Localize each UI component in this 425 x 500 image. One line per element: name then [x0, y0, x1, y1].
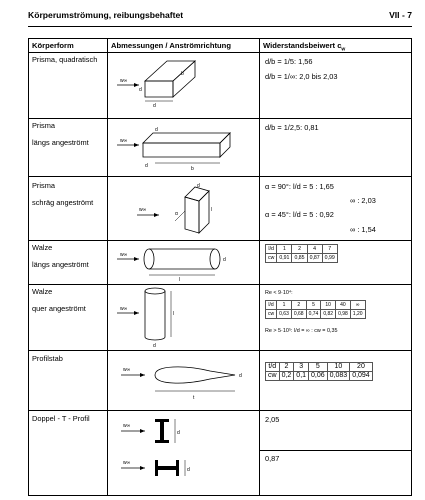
column-header-shape: Körperform: [32, 41, 74, 50]
row-name-profilstab: Profilstab: [32, 354, 63, 363]
column-divider: [107, 39, 108, 495]
row-name-prisma-schraeg: Prisma schräg angeströmt: [32, 181, 94, 207]
page-header: [28, 10, 412, 23]
td-table-profilstab: t/d 2 3 5 10 20 cw 0,2 0,1 0,06 0,083 0,094: [265, 362, 373, 381]
value: d/b = 1/2,5: 0,81: [265, 123, 319, 132]
svg-text:d: d: [177, 430, 180, 436]
row-name-walze-laengs: Walze längs angeströmt: [32, 243, 89, 269]
value: d/b = 1/∞: 2,0 bis 2,03: [265, 72, 338, 81]
svg-text:w∞: w∞: [120, 306, 128, 312]
svg-text:w∞: w∞: [123, 423, 131, 429]
prism-oblique-figure: [115, 181, 225, 239]
row-divider: [259, 450, 411, 451]
svg-text:w∞: w∞: [120, 78, 128, 84]
svg-text:d: d: [153, 103, 156, 109]
i-beam-horizontal-figure: [115, 454, 215, 484]
svg-text:d: d: [239, 373, 242, 379]
svg-text:d: d: [139, 87, 142, 93]
header-rule: [28, 26, 412, 27]
svg-text:w∞: w∞: [139, 207, 147, 213]
value: 2,05: [265, 415, 280, 424]
value: ∞ : 2,03: [350, 196, 376, 205]
column-header-dimensions: Abmessungen / Anströmrichtung: [111, 41, 231, 50]
svg-text:d: d: [153, 343, 156, 349]
prism-lengthwise-figure: [115, 123, 245, 175]
row-name-prisma-quadratisch: Prisma, quadratisch: [32, 55, 98, 64]
reynolds-condition: Re > 5·10⁵: l/d = ∞ : cw = 0,35: [265, 328, 338, 334]
svg-text:d: d: [223, 257, 226, 263]
airfoil-figure: [115, 357, 255, 407]
value: α = 45°: l/d = 5 : 0,92: [265, 210, 334, 219]
drag-coefficient-table: [28, 38, 412, 496]
column-header-coefficient: Widerstandsbeiwert $c_w$: [263, 41, 346, 53]
svg-text:b: b: [191, 166, 194, 172]
svg-text:l: l: [173, 311, 175, 317]
ld-table-walze-quer: l/d 1 2 5 10 40 ∞ cw 0,63 0,68 0,74 0,82 0,98 1,20: [265, 300, 366, 319]
svg-text:w∞: w∞: [123, 367, 131, 373]
i-beam-vertical-figure: [115, 417, 215, 447]
cylinder-crossflow-figure: [115, 287, 205, 349]
row-divider: [29, 410, 411, 411]
ld-table-walze-laengs: l/d 1 2 4 7 cw 0,91 0,85 0,87 0,99: [265, 244, 338, 263]
column-divider: [259, 39, 260, 495]
cylinder-lengthwise-figure: [115, 243, 235, 283]
svg-text:α: α: [175, 211, 178, 217]
page-number: VII - 7: [389, 10, 412, 20]
row-divider: [29, 284, 411, 285]
svg-text:l: l: [211, 207, 213, 213]
reynolds-condition: Re < 9·10⁴:: [265, 290, 293, 296]
svg-text:d: d: [145, 163, 148, 169]
row-name-walze-quer: Walze quer angeströmt: [32, 287, 86, 313]
svg-text:t: t: [193, 395, 195, 401]
value: ∞ : 1,54: [350, 225, 376, 234]
page-title: Körperumströmung, reibungsbehaftet: [28, 10, 184, 20]
row-name-doppel-t: Doppel - T - Profil: [32, 414, 90, 423]
value: 0,87: [265, 454, 280, 463]
svg-text:w∞: w∞: [123, 460, 131, 466]
svg-text:d: d: [197, 183, 200, 189]
svg-text:w∞: w∞: [120, 252, 128, 258]
svg-text:w∞: w∞: [120, 138, 128, 144]
svg-text:b: b: [181, 71, 184, 77]
svg-text:l: l: [179, 277, 181, 283]
row-divider: [29, 350, 411, 351]
value: d/b = 1/5: 1,56: [265, 57, 313, 66]
row-name-prisma-laengs: Prisma längs angeströmt: [32, 121, 89, 147]
svg-text:d: d: [155, 127, 158, 133]
row-divider: [29, 176, 411, 177]
svg-text:d: d: [187, 467, 190, 473]
value: α = 90°: l/d = 5 : 1,65: [265, 182, 334, 191]
prism-square-figure: [115, 55, 205, 115]
